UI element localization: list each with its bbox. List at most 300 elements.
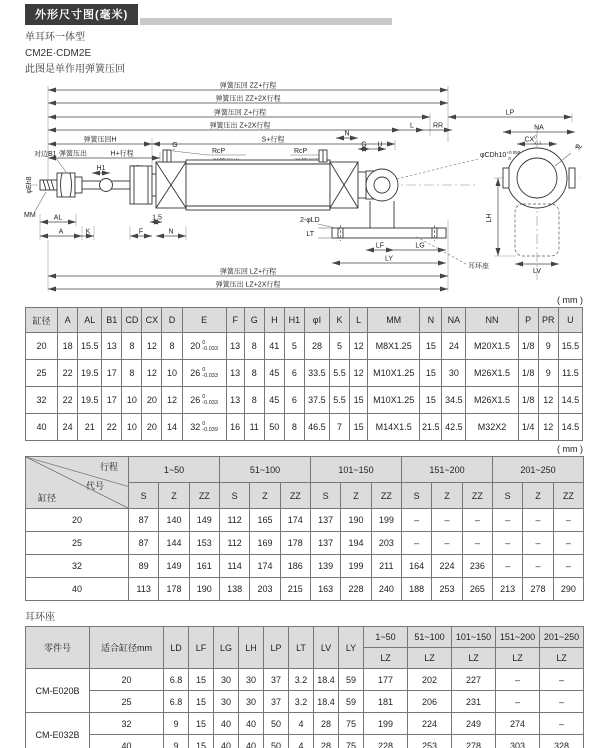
dim-g-right: G xyxy=(361,141,367,149)
t3-dim-cell: 15 xyxy=(189,669,214,691)
t1-cell: 5 xyxy=(329,333,349,360)
label-e-dia: φEh8 xyxy=(26,176,33,194)
t2-cell: – xyxy=(462,532,492,555)
dim-s-stroke: S+行程 xyxy=(261,136,285,144)
t2-cell: 186 xyxy=(280,555,310,578)
t2-cell: 169 xyxy=(250,532,280,555)
label-rcp1: RcP xyxy=(212,148,226,155)
t3-row xyxy=(26,735,584,748)
t1-cell: M10X1.25 xyxy=(368,360,420,387)
t1-column-header: K xyxy=(329,308,349,333)
t2-cell: 178 xyxy=(280,532,310,555)
t2-row xyxy=(26,509,584,532)
t1-cell: 17 xyxy=(102,387,122,414)
t2-cell: – xyxy=(462,509,492,532)
cx-sup: 0 xyxy=(534,134,537,140)
t3-dim-header: LG xyxy=(214,627,239,669)
t1-bore-cell: 25 xyxy=(26,360,58,387)
t2-cell: 236 xyxy=(462,555,492,578)
t1-cell: 8 xyxy=(122,333,142,360)
dim-ly: LY xyxy=(384,255,394,263)
dim-al: AL xyxy=(53,214,63,222)
t1-cell: M14X1.5 xyxy=(368,414,420,441)
t1-cell: 26 0 -0.033 xyxy=(182,360,226,387)
dim-lt: LT xyxy=(306,231,314,238)
t2-cell: 87 xyxy=(129,509,159,532)
t1-column-header: H1 xyxy=(284,308,304,333)
t2-cell: 163 xyxy=(311,578,341,601)
t1-cell: 14.5 xyxy=(558,387,582,414)
dim-rr: RR xyxy=(432,122,444,130)
t2-cell: 199 xyxy=(341,555,371,578)
t1-column-header: A xyxy=(58,308,78,333)
t1-cell: 22 xyxy=(58,360,78,387)
t3-stroke-group-header: 201~250 xyxy=(540,627,584,648)
t1-cell: 12 xyxy=(350,333,368,360)
t1-cell: 50 xyxy=(264,414,284,441)
section-header-row xyxy=(25,6,583,25)
cd-sup: +0.058 xyxy=(506,150,521,155)
t1-cell: 1/8 xyxy=(518,360,538,387)
t2-cell: – xyxy=(553,555,583,578)
unit-label-2: ( mm ) xyxy=(557,444,583,454)
t2-sub-column-header: S xyxy=(402,483,432,509)
t2-cell: 113 xyxy=(129,578,159,601)
t2-corner-stroke: 行程 xyxy=(99,462,118,472)
t3-dim-cell: 59 xyxy=(339,669,364,691)
t1-column-header: N xyxy=(420,308,442,333)
t2-sub-column-header: ZZ xyxy=(553,483,583,509)
t2-bore-cell: 32 xyxy=(26,555,129,578)
t2-cell: 188 xyxy=(402,578,432,601)
dim-k: K xyxy=(85,228,91,236)
t3-lz-cell: – xyxy=(496,669,540,691)
t2-sub-column-header: S xyxy=(219,483,249,509)
t1-cell: M10X1.25 xyxy=(368,387,420,414)
t3-part-cell: CM-E020B xyxy=(26,669,90,713)
t2-cell: 278 xyxy=(523,578,553,601)
t3-lz-header: LZ xyxy=(408,648,452,669)
t1-cell: 13 xyxy=(226,387,244,414)
t3-dim-cell: 59 xyxy=(339,691,364,713)
t2-sub-column-header: ZZ xyxy=(189,483,219,509)
t1-column-header: AL xyxy=(78,308,102,333)
t2-row xyxy=(26,555,584,578)
t2-cell: 149 xyxy=(159,555,189,578)
dim-lf: LF xyxy=(375,242,385,250)
t1-cell: 9 xyxy=(538,360,558,387)
t1-cell: 15 xyxy=(420,333,442,360)
t3-dim-header: LP xyxy=(264,627,289,669)
t1-cell: 5.5 xyxy=(329,360,349,387)
t1-cell: 14.5 xyxy=(558,414,582,441)
t3-lz-cell: – xyxy=(540,691,584,713)
t2-cell: 144 xyxy=(159,532,189,555)
t1-row xyxy=(26,360,583,387)
stroke-table xyxy=(25,456,584,601)
t2-bore-cell: 25 xyxy=(26,532,129,555)
t3-dim-cell: 3.2 xyxy=(289,691,314,713)
dim-lz-extend: 弹簧压出 LZ+2X行程 xyxy=(215,281,281,289)
t1-cell: 8 xyxy=(244,333,264,360)
t3-dim-header: LH xyxy=(239,627,264,669)
t2-cell: 215 xyxy=(280,578,310,601)
t2-sub-column-header: S xyxy=(311,483,341,509)
ear-seat-table xyxy=(25,626,584,748)
t2-stroke-group-header: 51~100 xyxy=(219,457,310,483)
t1-cell: 19.5 xyxy=(78,387,102,414)
t3-dim-header: LY xyxy=(339,627,364,669)
t3-lz-header: LZ xyxy=(364,648,408,669)
t3-dim-header: LT xyxy=(289,627,314,669)
dim-z-return: 弹簧压回 Z+行程 xyxy=(213,109,267,117)
t1-bore-cell: 32 xyxy=(26,387,58,414)
t2-cell: 137 xyxy=(311,532,341,555)
t3-lz-cell: 278 xyxy=(452,735,496,748)
t2-cell: – xyxy=(523,555,553,578)
t1-cell: 8 xyxy=(162,333,182,360)
t1-cell: 24 xyxy=(442,333,466,360)
t3-row xyxy=(26,691,584,713)
t2-sub-column-header: Z xyxy=(250,483,280,509)
t3-lz-cell: 177 xyxy=(364,669,408,691)
t2-row xyxy=(26,578,584,601)
dim-lv: LV xyxy=(532,268,542,275)
t1-cell: 7 xyxy=(329,414,349,441)
t3-lz-cell: 227 xyxy=(452,669,496,691)
t3-dim-cell: 30 xyxy=(239,669,264,691)
ear-seat-title: 耳环座 xyxy=(25,612,55,623)
t1-cell: M26X1.5 xyxy=(466,360,518,387)
t1-cell: 34.5 xyxy=(442,387,466,414)
t3-lz-cell: 231 xyxy=(452,691,496,713)
t1-column-header: CX xyxy=(142,308,162,333)
t1-column-header: NA xyxy=(442,308,466,333)
t2-cell: – xyxy=(402,532,432,555)
t3-dim-cell: 15 xyxy=(189,713,214,735)
t2-cell: 114 xyxy=(219,555,249,578)
cd-sub: 0 xyxy=(508,156,511,161)
t2-cell: 164 xyxy=(402,555,432,578)
t2-cell: 194 xyxy=(341,532,371,555)
t3-lz-header: LZ xyxy=(452,648,496,669)
t1-cell: 15.5 xyxy=(78,333,102,360)
t2-cell: 137 xyxy=(311,509,341,532)
t1-cell: M8X1.25 xyxy=(368,333,420,360)
t3-part-header: 零件号 xyxy=(26,627,90,669)
t2-corner-bore: 缸径 xyxy=(38,493,57,503)
t1-cell: 20 0 -0.033 xyxy=(182,333,226,360)
t1-cell: 15 xyxy=(420,387,442,414)
t2-stroke-group-header: 1~50 xyxy=(129,457,220,483)
t1-cell: 22 xyxy=(102,414,122,441)
t1-column-header: PR xyxy=(538,308,558,333)
t1-cell: 12 xyxy=(162,387,182,414)
t3-dim-cell: 3.2 xyxy=(289,669,314,691)
t3-bore-cell: 32 xyxy=(90,713,164,735)
t1-cell: 12 xyxy=(538,387,558,414)
t3-lz-cell: 249 xyxy=(452,713,496,735)
t1-cell: 17 xyxy=(102,360,122,387)
t2-cell: 203 xyxy=(250,578,280,601)
dim-n-right: N xyxy=(344,130,350,138)
t3-dim-cell: 9 xyxy=(164,713,189,735)
t1-cell: 10 xyxy=(122,414,142,441)
t3-dim-cell: 37 xyxy=(264,669,289,691)
label-g-left: G xyxy=(172,142,178,149)
t2-bore-cell: 20 xyxy=(26,509,129,532)
label-rcp2: RcP xyxy=(294,148,308,155)
subtitle-note: 此图是单作用弹簧压回 xyxy=(25,64,125,75)
dimensions-table xyxy=(25,307,583,441)
label-b1: 对边B1 xyxy=(34,151,57,158)
t3-lz-cell: 228 xyxy=(364,735,408,748)
t3-lz-header: LZ xyxy=(496,648,540,669)
t2-bore-cell: 40 xyxy=(26,578,129,601)
dim-lh: LH xyxy=(486,213,493,223)
t1-cell: M32X2 xyxy=(466,414,518,441)
t3-dim-cell: 30 xyxy=(214,691,239,713)
subtitle-type: 单耳环一体型 xyxy=(25,32,85,43)
t3-dim-cell: 30 xyxy=(214,669,239,691)
t3-dim-cell: 75 xyxy=(339,713,364,735)
t2-cell: 140 xyxy=(159,509,189,532)
t1-column-header: P xyxy=(518,308,538,333)
t1-column-header: φI xyxy=(304,308,329,333)
t3-dim-cell: 37 xyxy=(264,691,289,713)
dim-l: L xyxy=(410,122,414,130)
t3-dim-cell: 28 xyxy=(314,713,339,735)
t2-sub-column-header: S xyxy=(129,483,159,509)
t1-column-header: E xyxy=(182,308,226,333)
t1-cell: 30 xyxy=(442,360,466,387)
t1-cell: 9 xyxy=(538,333,558,360)
t2-cell: 190 xyxy=(189,578,219,601)
t1-cell: 16 xyxy=(226,414,244,441)
t3-lz-cell: 206 xyxy=(408,691,452,713)
t1-row xyxy=(26,333,583,360)
dim-lg: LG xyxy=(415,242,425,250)
t1-bore-cell: 40 xyxy=(26,414,58,441)
label-ear-seat: 耳环座 xyxy=(468,263,489,270)
label-phi-i: φI xyxy=(573,142,583,152)
t2-cell: 213 xyxy=(493,578,523,601)
t2-stroke-group-header: 101~150 xyxy=(311,457,402,483)
t2-sub-column-header: Z xyxy=(432,483,462,509)
t2-cell: – xyxy=(553,532,583,555)
t1-cell: 10 xyxy=(122,387,142,414)
label-mm: MM xyxy=(24,212,36,219)
t3-lz-cell: 181 xyxy=(364,691,408,713)
t3-part-cell: CM-E032B xyxy=(26,713,90,748)
t3-dim-cell: 4 xyxy=(289,735,314,748)
t3-dim-cell: 40 xyxy=(214,735,239,748)
t3-lz-cell: 274 xyxy=(496,713,540,735)
t3-dim-cell: 28 xyxy=(314,735,339,748)
dim-z-extend: 弹簧压出 Z+2X行程 xyxy=(209,122,271,130)
t2-cell: – xyxy=(432,509,462,532)
t2-cell: 265 xyxy=(462,578,492,601)
t2-stroke-group-header: 201~250 xyxy=(493,457,584,483)
t3-dim-cell: 50 xyxy=(264,713,289,735)
t1-cell: 13 xyxy=(226,333,244,360)
dim-h-return: 弹簧压回H xyxy=(83,136,117,144)
t2-cell: – xyxy=(523,532,553,555)
cx-sub: -0.1 xyxy=(533,140,542,146)
t1-bore-cell: 20 xyxy=(26,333,58,360)
section-header: 外形尺寸图(毫米) xyxy=(25,4,138,25)
t2-cell: 203 xyxy=(371,532,401,555)
t1-column-header: H xyxy=(264,308,284,333)
t3-lz-header: LZ xyxy=(540,648,584,669)
t2-cell: 89 xyxy=(129,555,159,578)
subtitle-model: CM2E·CDM2E xyxy=(25,48,92,59)
t1-column-header: NN xyxy=(466,308,518,333)
cd: φCDh10 xyxy=(480,152,507,159)
t3-bore-header: 适合缸径mm xyxy=(90,627,164,669)
t3-lz-cell: – xyxy=(496,691,540,713)
t2-corner-header xyxy=(26,457,129,509)
t3-stroke-group-header: 151~200 xyxy=(496,627,540,648)
dim-na: NA xyxy=(534,124,544,132)
t2-cell: 178 xyxy=(159,578,189,601)
dim-n-left: N xyxy=(168,228,174,236)
t1-cell: 8 xyxy=(244,387,264,414)
t3-lz-cell: 202 xyxy=(408,669,452,691)
dim-u: U xyxy=(377,141,383,149)
t3-dim-cell: 4 xyxy=(289,713,314,735)
t1-column-header: B1 xyxy=(102,308,122,333)
t2-sub-column-header: Z xyxy=(341,483,371,509)
t1-cell: 8 xyxy=(284,414,304,441)
t1-column-header: MM xyxy=(368,308,420,333)
t2-cell: 153 xyxy=(189,532,219,555)
t3-dim-cell: 75 xyxy=(339,735,364,748)
t3-dim-cell: 40 xyxy=(239,735,264,748)
t1-cell: 21 xyxy=(78,414,102,441)
t1-cell: 28 xyxy=(304,333,329,360)
dim-h-extend: 弹簧压出 xyxy=(59,150,87,158)
t2-cell: 149 xyxy=(189,509,219,532)
section-header-strip xyxy=(140,18,392,25)
t3-bore-cell: 20 xyxy=(90,669,164,691)
t1-cell: 8 xyxy=(122,360,142,387)
t2-cell: 138 xyxy=(219,578,249,601)
t2-cell: 174 xyxy=(250,555,280,578)
t1-column-header: U xyxy=(558,308,582,333)
t1-cell: 45 xyxy=(264,360,284,387)
t1-column-header: L xyxy=(350,308,368,333)
t1-row xyxy=(26,414,583,441)
t1-cell: 1/8 xyxy=(518,387,538,414)
t1-cell: 10 xyxy=(162,360,182,387)
t1-cell: 18 xyxy=(58,333,78,360)
t1-cell: 15 xyxy=(350,387,368,414)
t3-lz-cell: 328 xyxy=(540,735,584,748)
t1-cell: 15 xyxy=(420,360,442,387)
t1-cell: 8 xyxy=(244,360,264,387)
t2-cell: 199 xyxy=(371,509,401,532)
t1-cell: 46.5 xyxy=(304,414,329,441)
t2-cell: 139 xyxy=(311,555,341,578)
t2-cell: 228 xyxy=(341,578,371,601)
t3-dim-cell: 40 xyxy=(239,713,264,735)
t1-cell: 32 0 -0.039 xyxy=(182,414,226,441)
t1-cell: 45 xyxy=(264,387,284,414)
t1-column-header: 缸径 xyxy=(26,308,58,333)
t2-cell: 190 xyxy=(341,509,371,532)
t2-cell: – xyxy=(493,532,523,555)
t1-cell: 24 xyxy=(58,414,78,441)
t1-cell: 11.5 xyxy=(558,360,582,387)
t1-cell: 20 xyxy=(142,414,162,441)
dim-lz-return: 弹簧压回 LZ+行程 xyxy=(219,268,277,276)
t2-sub-column-header: ZZ xyxy=(462,483,492,509)
dim-gap: 1.5 xyxy=(152,214,162,222)
t3-lz-cell: 303 xyxy=(496,735,540,748)
t1-column-header: G xyxy=(244,308,264,333)
t2-sub-column-header: Z xyxy=(159,483,189,509)
t2-cell: 253 xyxy=(432,578,462,601)
t3-dim-header: LF xyxy=(189,627,214,669)
t2-cell: 211 xyxy=(371,555,401,578)
t3-stroke-group-header: 51~100 xyxy=(408,627,452,648)
t1-cell: 14 xyxy=(162,414,182,441)
t2-row xyxy=(26,532,584,555)
t3-lz-cell: 199 xyxy=(364,713,408,735)
t2-sub-column-header: Z xyxy=(523,483,553,509)
t1-cell: 12 xyxy=(142,333,162,360)
t2-sub-column-header: ZZ xyxy=(280,483,310,509)
t2-sub-column-header: ZZ xyxy=(371,483,401,509)
t3-bore-cell: 25 xyxy=(90,691,164,713)
t1-column-header: CD xyxy=(122,308,142,333)
t3-dim-cell: 18.4 xyxy=(314,691,339,713)
dim-a: A xyxy=(58,228,64,236)
t1-cell: 13 xyxy=(102,333,122,360)
t1-cell: 41 xyxy=(264,333,284,360)
cx: CX xyxy=(524,136,535,144)
t3-dim-cell: 30 xyxy=(239,691,264,713)
t2-cell: 240 xyxy=(371,578,401,601)
t2-corner-code: 代号 xyxy=(85,481,104,491)
t3-lz-cell: – xyxy=(540,669,584,691)
t2-cell: 165 xyxy=(250,509,280,532)
t1-cell: 12 xyxy=(350,360,368,387)
dim-f: F xyxy=(138,228,144,236)
t1-cell: 26 0 -0.033 xyxy=(182,387,226,414)
t1-cell: 33.5 xyxy=(304,360,329,387)
t3-bore-cell: 40 xyxy=(90,735,164,748)
t3-stroke-group-header: 101~150 xyxy=(452,627,496,648)
t2-cell: 290 xyxy=(553,578,583,601)
t1-cell: 21.5 xyxy=(420,414,442,441)
t1-cell: 12 xyxy=(142,360,162,387)
t1-cell: 42.5 xyxy=(442,414,466,441)
t2-cell: – xyxy=(493,509,523,532)
t3-dim-cell: 18.4 xyxy=(314,669,339,691)
t1-cell: 6 xyxy=(284,387,304,414)
t1-cell: 13 xyxy=(226,360,244,387)
t2-sub-column-header: S xyxy=(493,483,523,509)
t1-cell: M26X1.5 xyxy=(466,387,518,414)
t2-cell: – xyxy=(432,532,462,555)
t3-dim-cell: 15 xyxy=(189,691,214,713)
t1-cell: 1/4 xyxy=(518,414,538,441)
dim-lp: LP xyxy=(505,109,515,117)
t2-cell: – xyxy=(402,509,432,532)
t1-cell: M20X1.5 xyxy=(466,333,518,360)
